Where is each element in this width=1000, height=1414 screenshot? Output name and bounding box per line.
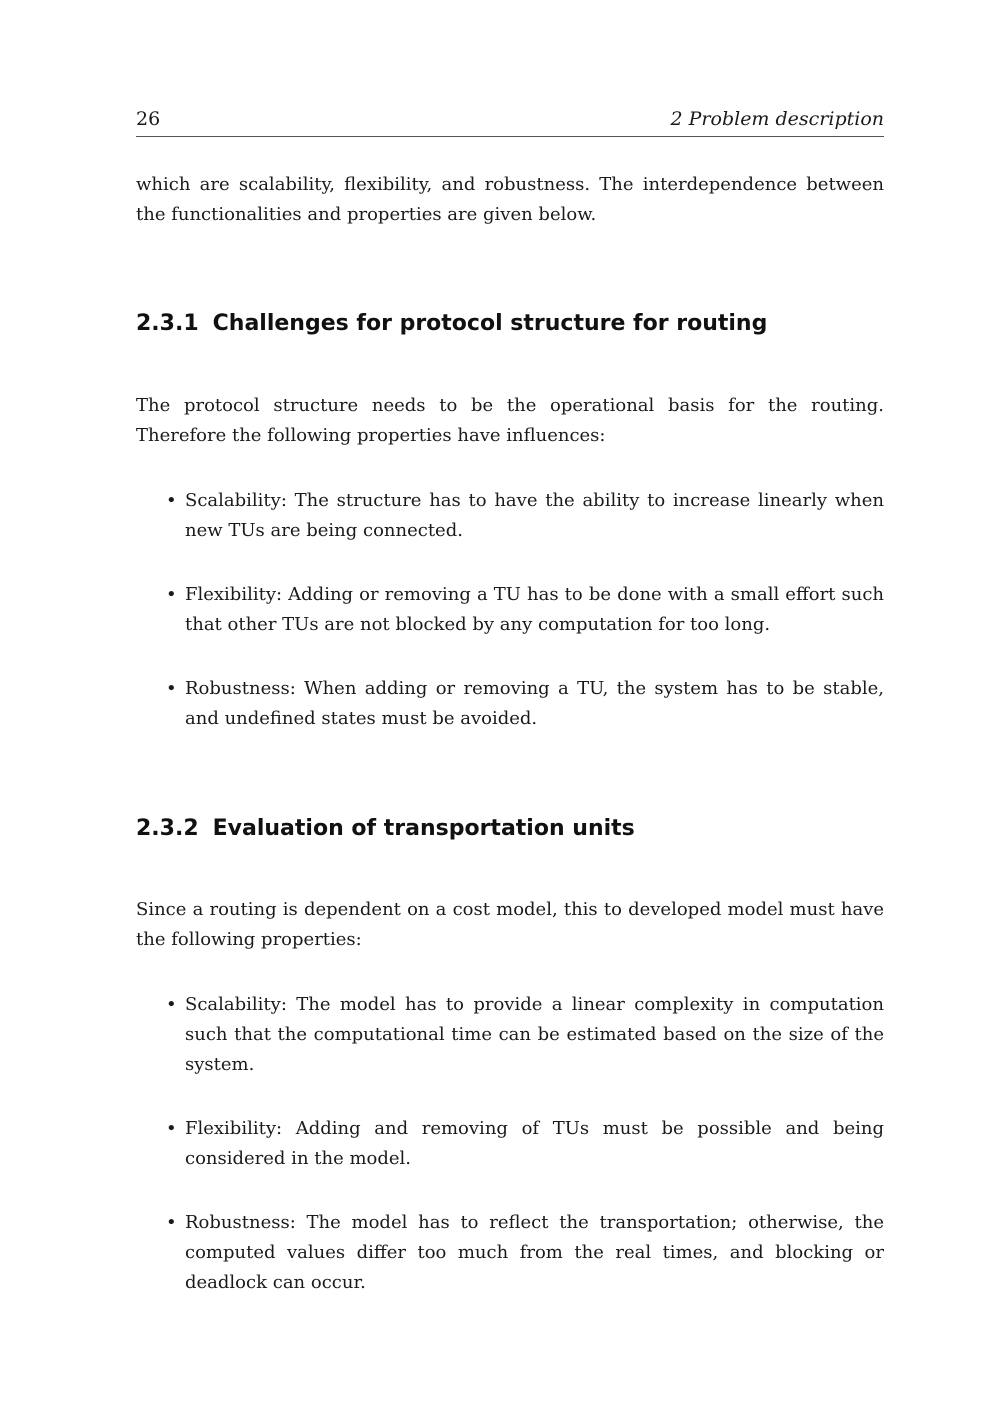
page-number: 26 <box>136 108 161 130</box>
list-item-text: Robustness: The model has to reflect the transportation; otherwise, the computed values differ too much from the real times, and blocking or deadlock can occur. <box>185 1212 884 1293</box>
section-title: Challenges for protocol structure for routing <box>212 311 768 336</box>
section-intro-paragraph: The protocol structure needs to be the operational basis for the routing. Therefore the following properties have influences: <box>136 395 884 446</box>
list-item <box>136 990 884 1080</box>
bullet-icon: • <box>166 1118 177 1139</box>
list-item-text: Robustness: When adding or removing a TU, the system has to be stable, and undefined states must be avoided. <box>185 678 884 729</box>
list-item-text: Flexibility: Adding or removing a TU has to be done with a small effort such that other TUs are not blocked by any computation for too long. <box>185 584 884 635</box>
section-title: Evaluation of transportation units <box>212 816 635 841</box>
bullet-icon: • <box>166 584 177 605</box>
intro-paragraph: which are scalability, flexibility, and robustness. The interdependence between the functionalities and properties are given below. <box>136 174 884 225</box>
bullet-icon: • <box>166 1212 177 1233</box>
list-item-text: Scalability: The model has to provide a linear complexity in computation such that the computational time can be estimated based on the size of the system. <box>185 994 884 1075</box>
section-intro-paragraph: Since a routing is dependent on a cost model, this to developed model must have the following properties: <box>136 899 884 950</box>
bullet-icon: • <box>166 994 177 1015</box>
section-heading-2-3-1 <box>136 309 884 339</box>
running-head-title: 2 Problem description <box>670 108 884 130</box>
running-header <box>136 106 884 137</box>
list-item <box>136 486 884 546</box>
list-item <box>136 1208 884 1298</box>
list-item <box>136 674 884 734</box>
section-number: 2.3.2 <box>136 816 199 841</box>
bullet-icon: • <box>166 490 177 511</box>
bullet-list-protocol-properties <box>136 486 884 734</box>
bullet-icon: • <box>166 678 177 699</box>
list-item-text: Flexibility: Adding and removing of TUs must be possible and being considered in the model. <box>185 1118 884 1169</box>
list-item-text: Scalability: The structure has to have the ability to increase linearly when new TUs are being connected. <box>185 490 884 541</box>
list-item <box>136 580 884 640</box>
section-heading-2-3-2 <box>136 814 884 844</box>
bullet-list-model-properties <box>136 990 884 1298</box>
list-item <box>136 1114 884 1174</box>
section-number: 2.3.1 <box>136 311 199 336</box>
